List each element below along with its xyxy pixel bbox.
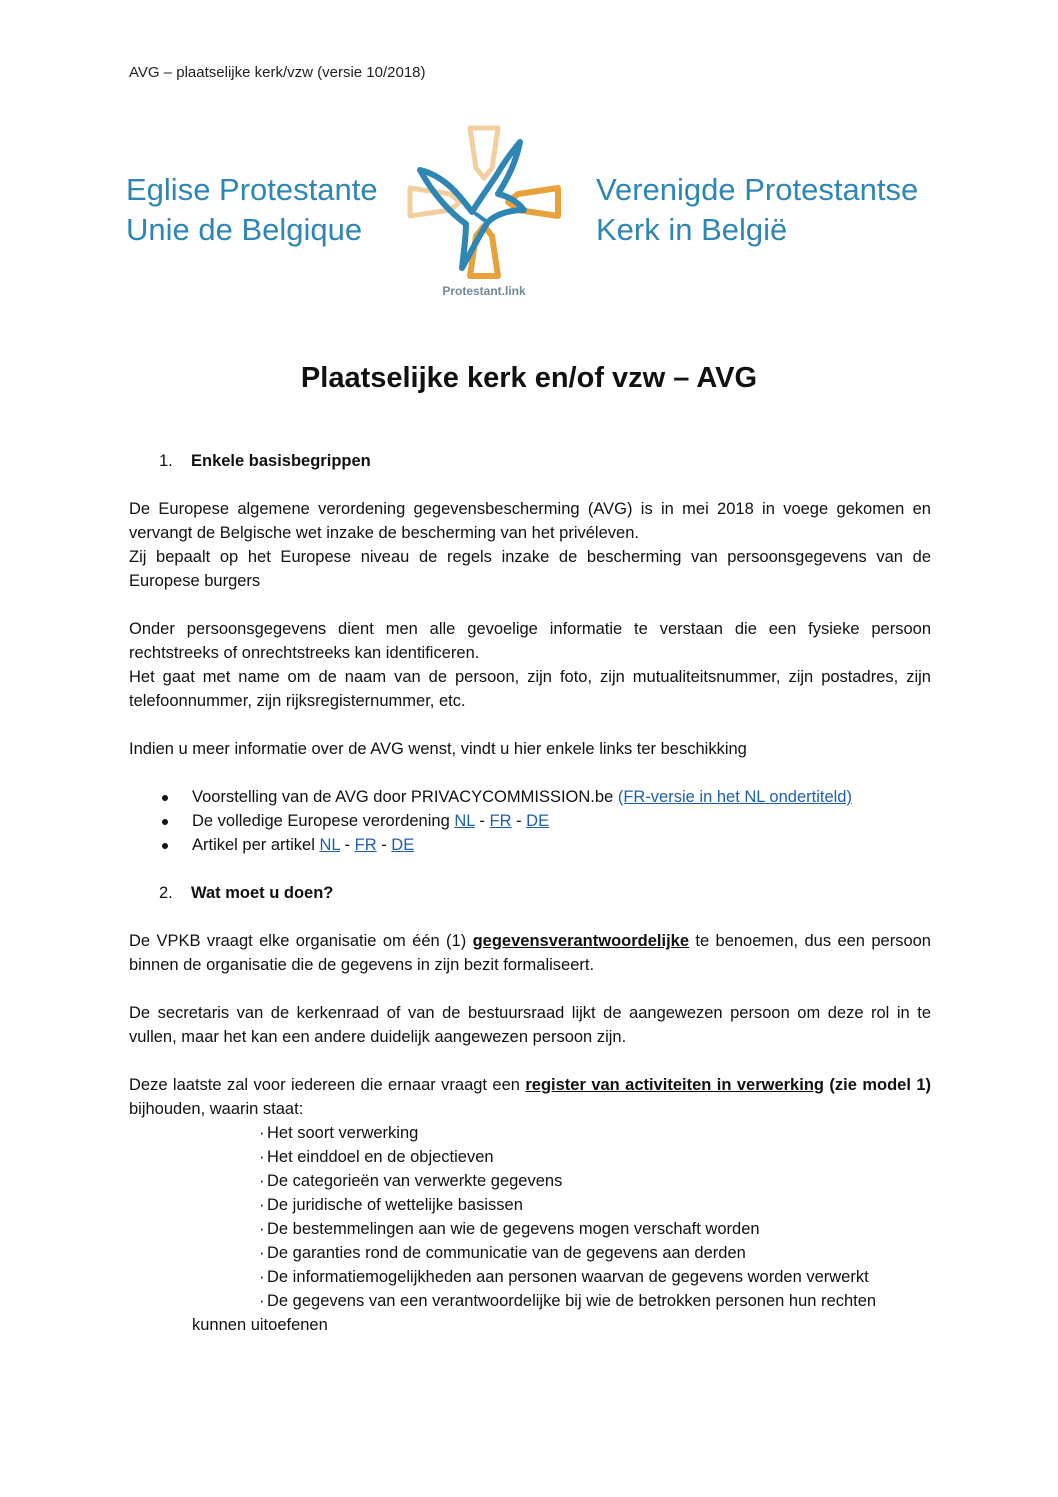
list-marker: · bbox=[259, 1196, 265, 1214]
bullet-icon bbox=[162, 843, 168, 849]
list-marker: · bbox=[259, 1244, 265, 1262]
list-item bbox=[129, 1121, 931, 1145]
list-item bbox=[129, 1217, 931, 1241]
section-1-title: Enkele basisbegrippen bbox=[191, 452, 371, 470]
list-item bbox=[129, 1241, 931, 1265]
article-fr-link[interactable]: FR bbox=[354, 836, 377, 854]
list-item bbox=[129, 1145, 931, 1169]
list-item-text: De informatiemogelijkheden aan personen waarvan de gegevens worden verwerkt bbox=[267, 1268, 869, 1286]
section-1-heading bbox=[129, 449, 931, 473]
separator: - bbox=[511, 812, 527, 830]
text-run: bijhouden, waarin staat: bbox=[129, 1100, 304, 1118]
text-run: Deze laatste zal voor iedereen die ernaar vraagt een bbox=[129, 1076, 526, 1094]
list-marker: · bbox=[259, 1172, 265, 1190]
separator: - bbox=[376, 836, 392, 854]
privacycommission-video-link[interactable]: (FR-versie in het NL ondertiteld) bbox=[617, 788, 852, 806]
paragraph: Zij bepaalt op het Europese niveau de regels inzake de bescherming van persoonsgegevens van de Europese burgers bbox=[129, 548, 931, 590]
text-run: De VPKB vraagt elke organisatie om één (1) bbox=[129, 932, 473, 950]
regulation-de-link[interactable]: DE bbox=[526, 812, 550, 830]
list-marker: · bbox=[259, 1268, 265, 1286]
list-marker: · bbox=[259, 1220, 265, 1238]
logo-dutch-line-1: Verenigde Protestantse bbox=[596, 172, 919, 207]
regulation-nl-link[interactable]: NL bbox=[454, 812, 475, 830]
bullet-icon bbox=[162, 795, 168, 801]
text-run: te benoemen, dus een persoon binnen de organisatie die de gegevens in zijn bezit formaliseert. bbox=[129, 932, 931, 974]
document-title: Plaatselijke kerk en/of vzw – AVG bbox=[300, 362, 758, 394]
list-item-text: Voorstelling van de AVG door PRIVACYCOMMISSION.be bbox=[192, 788, 618, 806]
separator: - bbox=[474, 812, 490, 830]
logo-caption: Protestant.link bbox=[442, 284, 526, 298]
paragraph: De secretaris van de kerkenraad of van de bestuursraad lijkt de aangewezen persoon om deze rol in te vullen, maar het kan een andere duidelijk aangewezen persoon zijn. bbox=[129, 1004, 931, 1046]
list-marker: · bbox=[259, 1292, 265, 1310]
logo-french-line-2: Unie de Belgique bbox=[126, 212, 363, 247]
church-logo bbox=[120, 118, 940, 313]
emphasis-term: gegevensverantwoordelijke bbox=[472, 932, 690, 950]
article-de-link[interactable]: DE bbox=[391, 836, 415, 854]
paragraph: De Europese algemene verordening gegevensbescherming (AVG) is in mei 2018 in voege gekomen en vervangt de Belgische wet inzake de bescherming van het privéleven. bbox=[129, 500, 931, 542]
logo-text-dutch bbox=[596, 170, 918, 250]
list-marker: · bbox=[259, 1124, 265, 1142]
list-item bbox=[129, 1289, 931, 1313]
list-item bbox=[129, 809, 931, 833]
article-nl-link[interactable]: NL bbox=[319, 836, 340, 854]
paragraph: Indien u meer informatie over de AVG wenst, vindt u hier enkele links ter beschikking bbox=[129, 740, 747, 758]
list-item bbox=[129, 833, 931, 857]
list-item bbox=[129, 1193, 931, 1217]
logo-french-line-1: Eglise Protestante bbox=[126, 172, 378, 207]
emphasis-term: register van activiteiten in verwerking bbox=[525, 1076, 824, 1094]
list-item-text: De categorieën van verwerkte gegevens bbox=[267, 1172, 563, 1190]
paragraph bbox=[129, 929, 931, 977]
list-item-text: De gegevens van een verantwoordelijke bij wie de betrokken personen hun rechten bbox=[267, 1292, 877, 1310]
separator: - bbox=[339, 836, 355, 854]
list-item-text: Het soort verwerking bbox=[267, 1124, 419, 1142]
list-item-text: De bestemmelingen aan wie de gegevens mogen verschaft worden bbox=[267, 1220, 760, 1238]
logo-text-french bbox=[126, 170, 378, 250]
section-1-number: 1. bbox=[159, 452, 173, 470]
model-reference: (zie model 1) bbox=[823, 1076, 931, 1094]
document-body bbox=[129, 449, 931, 1337]
section-2-number: 2. bbox=[159, 884, 173, 902]
list-item-text: De juridische of wettelijke basissen bbox=[267, 1196, 523, 1214]
list-item bbox=[129, 1265, 931, 1289]
list-item-text: Het einddoel en de objectieven bbox=[267, 1148, 494, 1166]
list-marker: · bbox=[259, 1148, 265, 1166]
list-item-text: De volledige Europese verordening bbox=[192, 812, 450, 830]
register-items-list bbox=[129, 1121, 931, 1313]
list-continuation: kunnen uitoefenen bbox=[192, 1316, 328, 1334]
section-2-title: Wat moet u doen? bbox=[191, 884, 334, 902]
regulation-fr-link[interactable]: FR bbox=[489, 812, 512, 830]
list-item bbox=[129, 1169, 931, 1193]
logo-dutch-line-2: Kerk in België bbox=[596, 212, 788, 247]
page-header: AVG – plaatselijke kerk/vzw (versie 10/2018) bbox=[129, 64, 426, 81]
dove-cross-icon bbox=[400, 118, 568, 308]
list-item-text: De garanties rond de communicatie van de gegevens aan derden bbox=[267, 1244, 746, 1262]
paragraph bbox=[129, 1073, 931, 1121]
bullet-icon bbox=[162, 819, 168, 825]
list-item bbox=[129, 785, 931, 809]
section-2-heading bbox=[129, 881, 931, 905]
paragraph: Onder persoonsgegevens dient men alle gevoelige informatie te verstaan die een fysieke persoon rechtstreeks of onrechtstreeks kan identificeren. bbox=[129, 620, 931, 662]
list-item-text: Artikel per artikel bbox=[192, 836, 320, 854]
paragraph: Het gaat met name om de naam van de persoon, zijn foto, zijn mutualiteitsnummer, zijn postadres, zijn telefoonnummer, zijn rijksregisternummer, etc. bbox=[129, 668, 931, 710]
link-list bbox=[129, 785, 931, 857]
